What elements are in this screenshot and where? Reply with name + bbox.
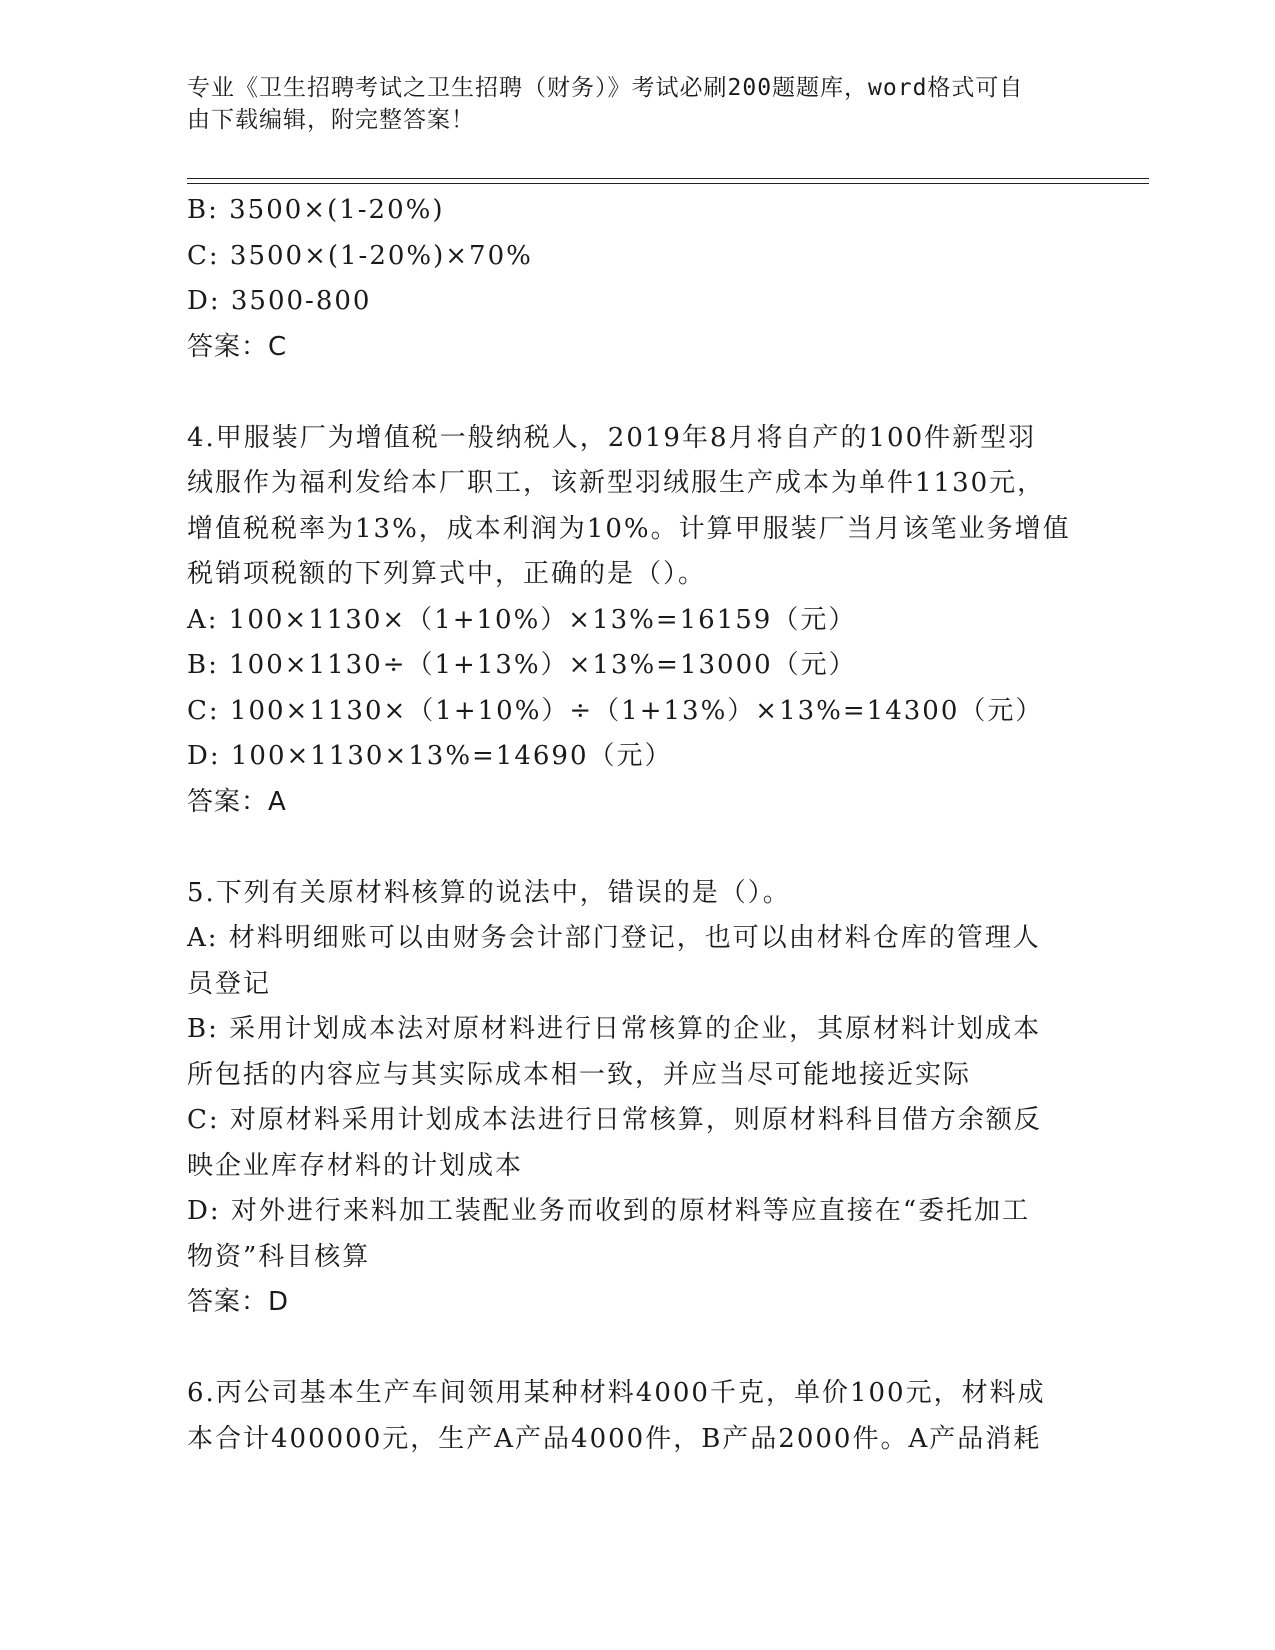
option-d-line: D: 对外进行来料加工装配业务而收到的原材料等应直接在“委托加工 <box>187 1196 1031 1226</box>
option-a: A: 100×1130×（1+10%）×13%=16159（元） <box>187 604 857 635</box>
option-d-line: 物资”科目核算 <box>187 1241 371 1272</box>
question-5 <box>187 871 1087 1326</box>
option-c-line: 映企业库存材料的计划成本 <box>187 1150 524 1181</box>
option-b-line: 所包括的内容应与其实际成本相一致，并应当尽可能地接近实际 <box>187 1059 972 1090</box>
question-3 <box>187 188 1087 370</box>
answer: 答案：A <box>187 786 287 817</box>
question-6 <box>187 1371 1087 1462</box>
option-a-line: A: 材料明细账可以由财务会计部门登记，也可以由材料仓库的管理人 <box>187 923 1041 953</box>
header-line: 由下载编辑，附完整答案！ <box>187 107 475 133</box>
spacer <box>187 825 1087 871</box>
question-stem-line: 增值税税率为13%，成本利润为10%。计算甲服装厂当月该笔业务增值 <box>187 513 1071 544</box>
option-d: D: 3500-800 <box>187 286 372 316</box>
option-c: C: 100×1130×（1+10%）÷（1+13%）×13%=14300（元） <box>187 695 1044 726</box>
header-rule-bottom <box>187 183 1149 184</box>
option-c: C: 3500×(1-20%)×70% <box>187 240 533 271</box>
document-body <box>187 188 1087 1462</box>
spacer <box>187 1326 1087 1372</box>
question-stem: 5.下列有关原材料核算的说法中，错误的是（）。 <box>187 877 791 908</box>
option-b: B: 100×1130÷（1+13%）×13%=13000（元） <box>187 650 857 680</box>
question-stem-line: 4.甲服装厂为增值税一般纳税人，2019年8月将自产的100件新型羽 <box>187 422 1037 453</box>
option-d: D: 100×1130×13%=14690（元） <box>187 741 673 771</box>
option-b-line: B: 采用计划成本法对原材料进行日常核算的企业，其原材料计划成本 <box>187 1014 1042 1044</box>
question-stem-line: 6.丙公司基本生产车间领用某种材料4000千克，单价100元，材料成 <box>187 1378 1046 1408</box>
question-stem-line: 绒服作为福利发给本厂职工，该新型羽绒服生产成本为单件1130元， <box>187 468 1046 498</box>
option-a-line: 员登记 <box>187 968 272 999</box>
header-line: 专业《卫生招聘考试之卫生招聘（财务）》考试必刷200题题库，word格式可自 <box>187 75 1024 101</box>
option-c-line: C: 对原材料采用计划成本法进行日常核算，则原材料科目借方余额反 <box>187 1105 1042 1135</box>
question-stem-line: 本合计400000元，生产A产品4000件，B产品2000件。A产品消耗 <box>187 1423 1042 1454</box>
option-b: B: 3500×(1-20%) <box>187 195 445 225</box>
header-rule-top <box>187 178 1149 179</box>
question-4 <box>187 416 1087 826</box>
document-header <box>187 72 1067 136</box>
spacer <box>187 370 1087 416</box>
question-stem-line: 税销项税额的下列算式中，正确的是（）。 <box>187 559 707 589</box>
answer: 答案：C <box>187 331 288 362</box>
answer: 答案：D <box>187 1287 290 1317</box>
